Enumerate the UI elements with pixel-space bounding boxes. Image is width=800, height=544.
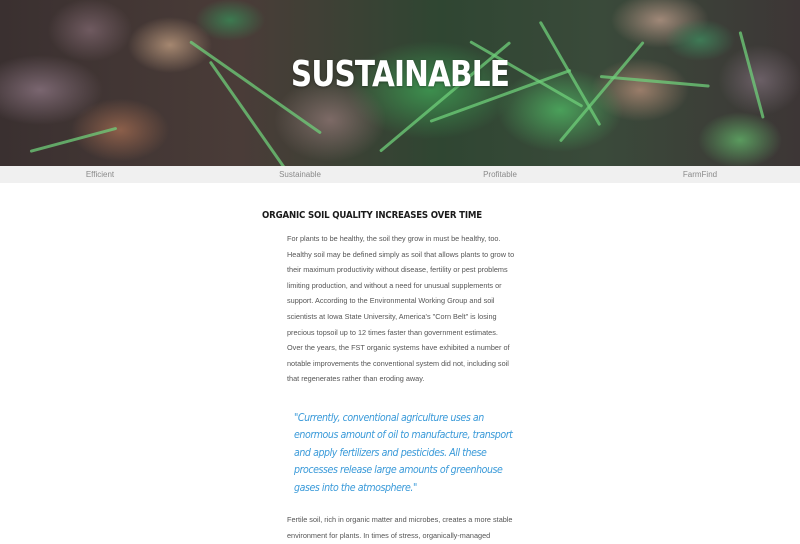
nav-item-farmfind[interactable]: FarmFind [682, 170, 718, 179]
article-paragraph: For plants to be healthy, the soil they grow in must be healthy, too. Healthy soil may be defined simply as soil that allows plants to grow to their maximum productivity without disease, fertility or pest problems limiting production, and without a need for unusual supplements or support. According to the Environmental Working Group and soil scientists at Iowa State University, America's "Corn Belt" is losing precious topsoil up to 12 times faster than government estimates. Over the years, the FST organic systems have exhibited a number of notable improvements the conventional system did not, including soil that regenerates rather than eroding away. [287, 234, 515, 384]
grass-decoration [739, 31, 765, 119]
article [262, 210, 532, 544]
grass-decoration [30, 127, 118, 153]
hero-title: SUSTAINABLE [290, 54, 510, 95]
article-paragraph: Fertile soil, rich in organic matter and microbes, creates a more stable environment for plants. In times of stress, organically-managed [287, 515, 513, 541]
nav-item-sustainable[interactable]: Sustainable [279, 170, 321, 179]
nav-item-profitable[interactable]: Profitable [483, 170, 517, 179]
nav-item-efficient[interactable]: Efficient [85, 170, 115, 179]
article-heading: ORGANIC SOIL QUALITY INCREASES OVER TIME [262, 210, 482, 221]
pull-quote: "Currently, conventional agriculture uses an enormous amount of oil to manufacture, transport and apply fertilizers and pesticides. All these processes release large amounts of greenhouse gases into the atmosphere." [294, 410, 513, 494]
hero-banner [0, 0, 800, 166]
main-nav [0, 166, 800, 183]
